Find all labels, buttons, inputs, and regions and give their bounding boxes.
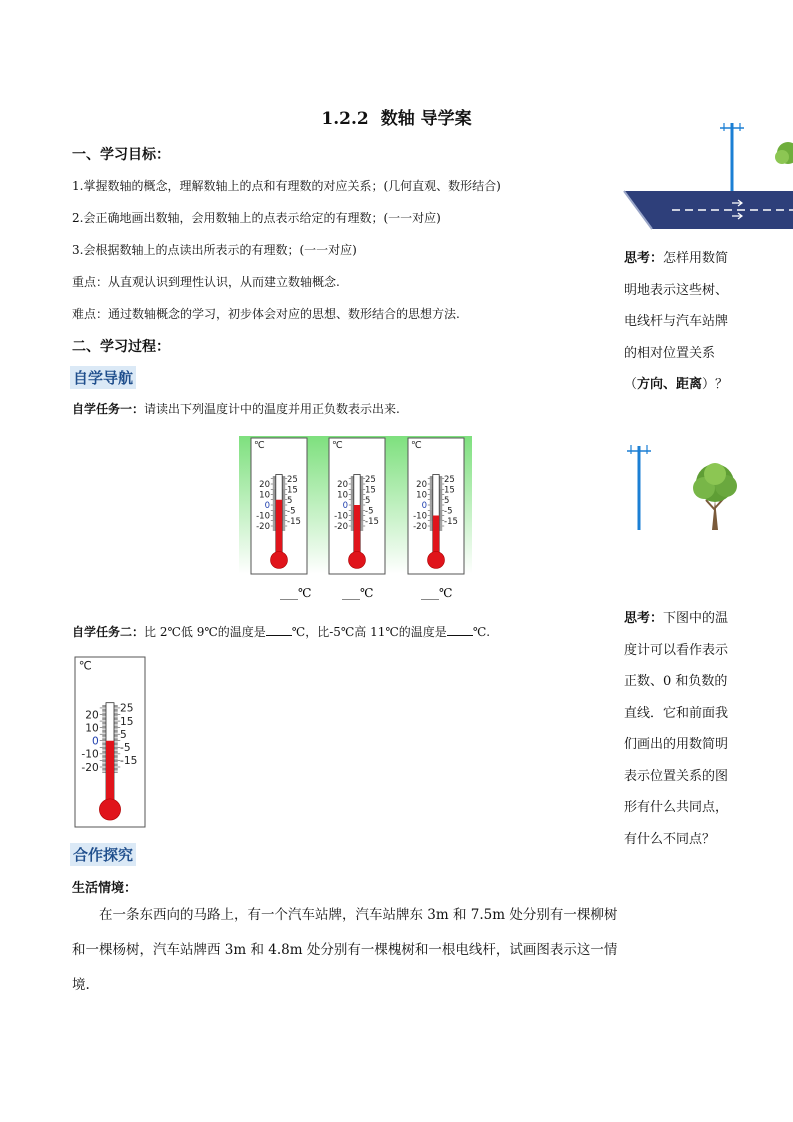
answer-unit-3: ℃ — [439, 586, 453, 600]
answer-unit-1: ℃ — [298, 586, 312, 600]
difficult-point: 难点：通过数轴概念的学习，初步体会对应的思想、数形结合的思想方法. — [72, 307, 460, 321]
task1-text: 请读出下列温度计中的温度并用正负数表示出来. — [144, 402, 400, 416]
life-scenario-label: 生活情境： — [72, 881, 138, 896]
unit-label: ℃ — [78, 658, 92, 673]
tick-label-left: -20 — [81, 760, 99, 774]
thermometer-bulb — [349, 552, 366, 569]
tick-label-left: 0 — [91, 734, 99, 748]
section-learning-goals: 一、学习目标： — [72, 147, 170, 163]
self-study-nav-tag: 自学导航 — [70, 366, 136, 389]
tick-label-left: 10 — [337, 490, 348, 501]
answer-blank-task2-a[interactable] — [266, 625, 292, 636]
task1-label: 自学任务一： — [72, 402, 145, 416]
answer-blank-3 — [421, 586, 452, 600]
tick-label-right: -15 — [365, 516, 379, 527]
tick-label-right: 15 — [120, 714, 134, 728]
think1-bold: 方向、距离 — [637, 377, 703, 392]
tick-label-left: 0 — [421, 501, 427, 511]
tick-label-left: 20 — [259, 480, 270, 490]
unit-label: ℃ — [254, 440, 265, 451]
think2-label: 思考： — [624, 611, 664, 626]
cooperative-inquiry-tag: 合作探究 — [70, 843, 136, 866]
tick-label-right: 25 — [444, 474, 455, 485]
thermometer-3 — [408, 438, 464, 574]
tick-label-right: 25 — [365, 474, 376, 485]
task2-line — [72, 623, 490, 640]
tree-icon — [693, 463, 737, 530]
task2-text-b: ℃，比-5℃高 11℃的温度是 — [291, 625, 447, 639]
tick-label-left: -20 — [256, 522, 270, 532]
think1-end: ）？ — [702, 377, 729, 392]
tick-label-left: 20 — [416, 480, 427, 490]
section-learning-process: 二、学习过程： — [72, 339, 170, 355]
tick-label-left: -10 — [256, 511, 270, 522]
think1-text: 怎样用数简明地表示这些树、电线杆与汽车站牌的相对位置关系（ — [624, 251, 729, 392]
unit-label: ℃ — [411, 440, 422, 451]
tick-label-right: 15 — [287, 485, 298, 496]
tick-label-left: -10 — [81, 747, 99, 761]
tick-label-right: 25 — [120, 701, 134, 715]
answer-underline-2: ___ — [342, 586, 360, 600]
tick-label-right: -5 — [444, 506, 453, 517]
large-thermometer — [74, 656, 146, 828]
tick-label-right: 5 — [365, 495, 371, 506]
thermometer-bulb — [428, 552, 445, 569]
tick-label-left: 0 — [342, 501, 348, 511]
task2-label: 自学任务二： — [72, 625, 145, 639]
road-illustration — [622, 115, 793, 230]
key-point: 重点：从直观认识到理性认识，从而建立数轴概念. — [72, 275, 340, 289]
tick-label-right: -15 — [287, 516, 301, 527]
tick-label-right: 5 — [287, 495, 293, 506]
goal-1: 1.掌握数轴的概念，理解数轴上的点和有理数的对应关系；(几何直观、数形结合) — [72, 179, 501, 193]
task1-line — [72, 400, 400, 417]
think-box-2 — [624, 603, 734, 855]
tick-label-right: -5 — [365, 506, 374, 517]
tick-label-left: 10 — [85, 721, 99, 735]
goal-3: 3.会根据数轴上的点读出所表示的有理数；(一一对应) — [72, 243, 357, 257]
thermometer-bulb — [271, 552, 288, 569]
thermometer-1 — [251, 438, 307, 574]
tick-label-right: -15 — [444, 516, 458, 527]
thermometer-group — [239, 436, 474, 604]
tick-label-right: 15 — [444, 485, 455, 496]
answer-underline-1: ___ — [280, 586, 298, 600]
tick-label-right: -5 — [287, 506, 296, 517]
answer-blank-task2-b[interactable] — [447, 625, 473, 636]
task2-text-a: 比 2℃低 9℃的温度是 — [144, 625, 266, 639]
tick-label-left: -10 — [413, 511, 427, 522]
scenario-paragraph: 在一条东西向的马路上，有一个汽车站牌，汽车站牌东 3m 和 7.5m 处分别有一棵柳树和一棵杨树，汽车站牌西 3m 和 4.8m 处分别有一棵槐树和一根电线杆，试画图表示这一情境. — [72, 907, 618, 993]
tick-label-right: -15 — [120, 754, 138, 768]
goal-2: 2.会正确地画出数轴，会用数轴上的点表示给定的有理数；(一一对应) — [72, 211, 441, 225]
tick-label-left: -20 — [334, 522, 348, 532]
answer-blank-1 — [280, 586, 311, 600]
tick-label-right: 25 — [287, 474, 298, 485]
pole-and-tree-illustration — [622, 438, 742, 534]
tick-label-right: -5 — [120, 741, 131, 755]
tick-label-left: 0 — [264, 501, 270, 511]
answer-blank-2 — [342, 586, 373, 600]
tick-label-right: 5 — [120, 727, 127, 741]
answer-unit-2: ℃ — [360, 586, 374, 600]
think2-text: 下图中的温度计可以看作表示正数、0 和负数的直线．它和前面我们画出的用数简明表示位置关系的图形有什么共同点，有什么不同点？ — [624, 611, 729, 847]
thermometer-2 — [329, 438, 385, 574]
page-title: 1.2.2 数轴 导学案 — [321, 109, 472, 129]
task2-text-c: ℃. — [472, 625, 491, 639]
tick-label-left: 20 — [85, 708, 99, 722]
answer-underline-3: ___ — [421, 586, 439, 600]
tick-label-right: 5 — [444, 495, 450, 506]
tick-label-left: 20 — [337, 480, 348, 490]
thermometer-large — [75, 657, 145, 827]
think-box-1 — [624, 243, 734, 401]
unit-label: ℃ — [332, 440, 343, 451]
think1-label: 思考： — [624, 251, 664, 266]
mercury-column — [276, 500, 282, 560]
tree-icon — [775, 142, 793, 164]
tick-label-left: -20 — [413, 522, 427, 532]
thermometer-bulb — [99, 799, 120, 820]
tick-label-left: 10 — [259, 490, 270, 501]
tick-label-left: 10 — [416, 490, 427, 501]
tick-label-left: -10 — [334, 511, 348, 522]
tick-label-right: 15 — [365, 485, 376, 496]
